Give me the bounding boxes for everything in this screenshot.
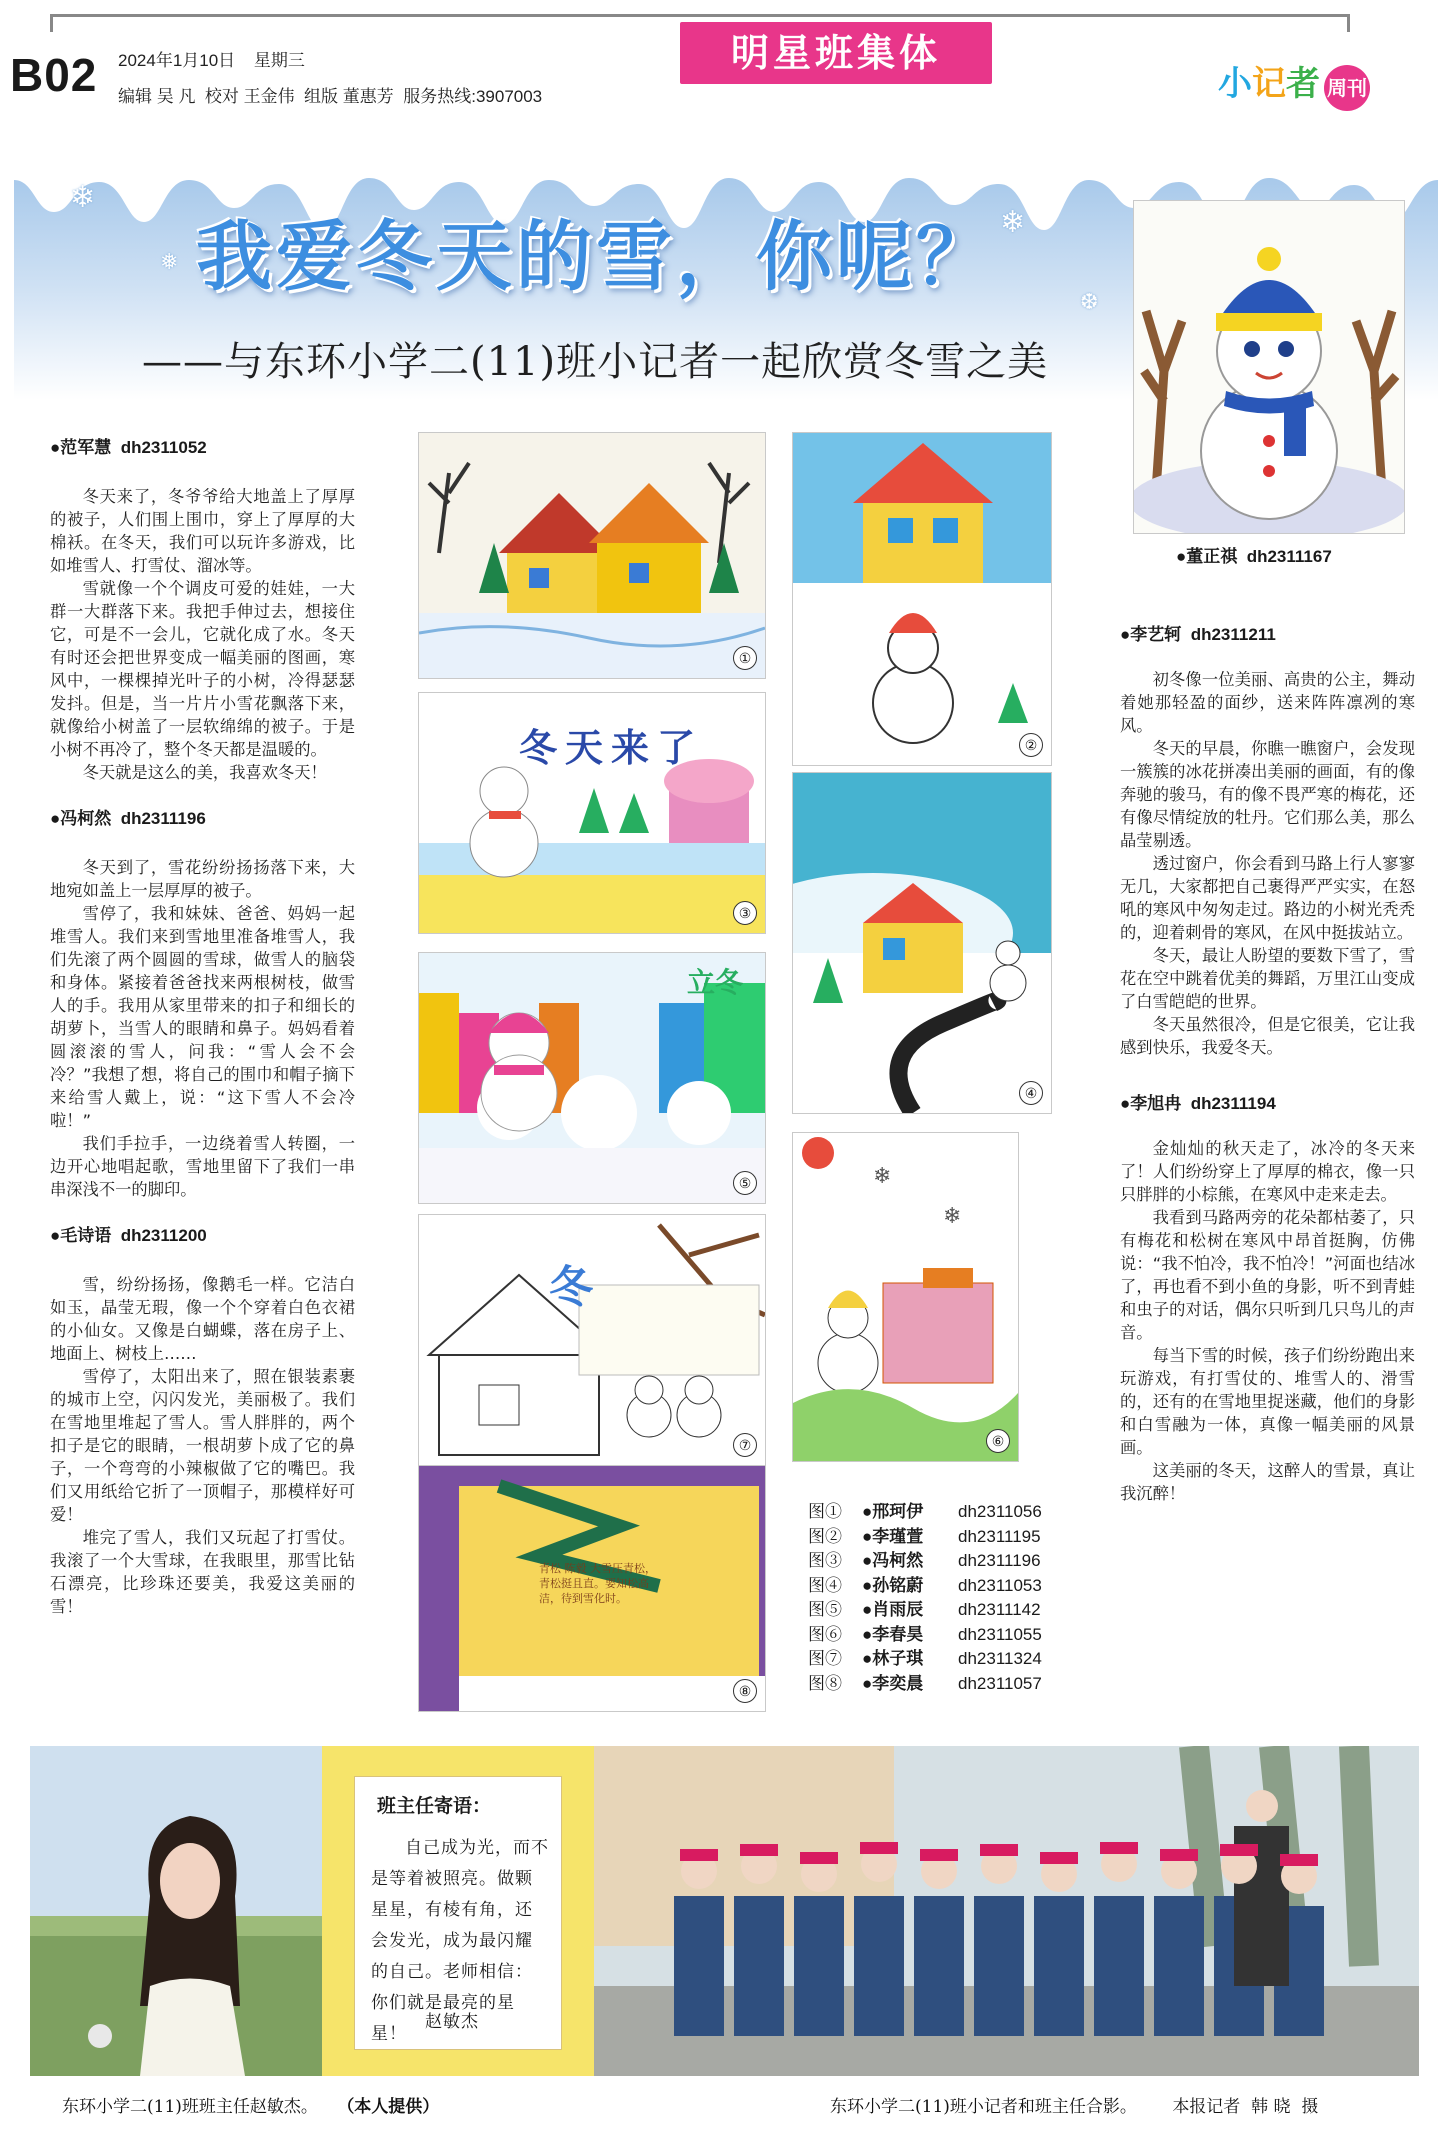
header-rule-left-tick — [50, 14, 53, 32]
class-group-illustration — [594, 1746, 1419, 2076]
article-author-mao: ●毛诗语 dh2311200 — [50, 1226, 207, 1245]
credit-name: ●李奕晨 — [862, 1673, 924, 1693]
article-paragraph: 冬天，最让人盼望的要数下雪了，雪花在空中跳着优美的舞蹈，万里江山变成了白雪皑皑的世界。 — [1120, 946, 1415, 1011]
class-group-photo — [594, 1746, 1419, 2076]
right-column — [1120, 620, 1415, 1505]
credit-row — [808, 1623, 1078, 1648]
issue-date — [118, 46, 305, 71]
caption-right-text: 东环小学二(11)班小记者和班主任合影。 — [830, 2097, 1137, 2117]
caption-right — [830, 2092, 1318, 2117]
brand-logo — [1218, 56, 1370, 111]
brand-char-2: 记 — [1252, 64, 1286, 104]
credit-name: ●李春昊 — [862, 1624, 924, 1644]
credit-row — [808, 1672, 1078, 1697]
teacher-note-signature: 赵敏杰 — [425, 2012, 479, 2032]
brand-char-3: 者 — [1286, 64, 1320, 104]
caption-left-source: （本人提供） — [337, 2097, 440, 2116]
winter-village-illustration — [419, 433, 765, 678]
teacher-photo — [30, 1746, 322, 2076]
credit-id: dh2311142 — [958, 1600, 1041, 1619]
credit-row — [808, 1525, 1078, 1550]
article-author-li-xuran: ●李旭冉 dh2311194 — [1120, 1094, 1276, 1113]
header-rule — [50, 14, 1350, 17]
article-paragraph: 金灿灿的秋天走了，冰冷的冬天来了！人们纷纷穿上了厚厚的棉衣，像一只只胖胖的小棕熊，在寒风中走来走去。 — [1120, 1139, 1415, 1204]
figure-label: ⑧ — [733, 1679, 757, 1703]
article-author-feng: ●冯柯然 dh2311196 — [50, 809, 206, 828]
date: 2024年1月10日 — [118, 51, 236, 70]
credit-row — [808, 1549, 1078, 1574]
credit-id: dh2311195 — [958, 1526, 1041, 1546]
credit-name: ●肖雨辰 — [862, 1600, 924, 1619]
artwork-5-text: 立冬 — [687, 966, 744, 999]
credit-name: ●孙铭蔚 — [862, 1575, 924, 1595]
article-paragraph: 雪停了，太阳出来了，照在银装素裹的城市上空，闪闪发光，美丽极了。我们在雪地里堆起了雪人。雪人胖胖的，两个扣子是它的眼睛，一根胡萝卜成了它的鼻子，一个弯弯的小辣椒做了它的嘴巴。我们又用纸给它折了一顶帽子，那模样好可爱！ — [50, 1367, 355, 1524]
credit-id: dh2311196 — [958, 1551, 1041, 1570]
left-column — [50, 433, 355, 1618]
artwork-3 — [418, 692, 766, 934]
caption-left — [62, 2092, 439, 2117]
snowflake-icon: ❄ — [1000, 205, 1026, 240]
credit-id: dh2311056 — [958, 1502, 1042, 1521]
figure-label: ⑤ — [733, 1171, 757, 1195]
article-paragraph: 冬天就是这么的美，我喜欢冬天！ — [82, 763, 327, 782]
snowflake-icon: ❆ — [1080, 290, 1099, 315]
figure-label: ④ — [1019, 1081, 1043, 1105]
top-right-art-credit: ●董正祺 dh2311167 — [1176, 547, 1332, 566]
artwork-8 — [418, 1465, 766, 1712]
artwork-2 — [792, 432, 1052, 766]
credit-id: dh2311053 — [958, 1575, 1042, 1595]
brand-char-1: 小 — [1218, 64, 1252, 104]
teacher-note-box — [354, 1776, 562, 2050]
section-banner: 明星班集体 — [680, 22, 992, 84]
credit-fig: 图⑧ — [808, 1673, 842, 1693]
figure-label: ② — [1019, 733, 1043, 757]
credit-fig: 图⑤ — [808, 1600, 842, 1619]
headline-title: 我爱冬天的雪，你呢？ — [196, 212, 996, 301]
credit-fig: 图⑦ — [808, 1649, 842, 1668]
figure-label: ③ — [733, 901, 757, 925]
article-paragraph: 雪，纷纷扬扬，像鹅毛一样。它洁白如玉，晶莹无瑕，像一个个穿着白色衣裙的小仙女。又像是白蝴蝶，落在房子上、地面上、树枝上…… — [50, 1275, 355, 1363]
article-paragraph: 堆完了雪人，我们又玩起了打雪仗。我滚了一个大雪球，在我眼里，那雪比钻石漂亮，比珍珠还要美，我爱这美丽的雪！ — [50, 1528, 355, 1616]
article-author-li-yike: ●李艺轲 dh2311211 — [1120, 625, 1276, 644]
credit-name: ●冯柯然 — [862, 1551, 924, 1570]
snowman-illustration — [1134, 201, 1404, 533]
credit-name: ●林子琪 — [862, 1649, 924, 1668]
credit-row — [808, 1500, 1078, 1525]
caption-right-source: 本报记者 韩 晓 摄 — [1172, 2097, 1319, 2117]
article-paragraph: 我们手拉手，一边绕着雪人转圈，一边开心地唱起歌，雪地里留下了我们一串串深浅不一的脚印。 — [50, 1134, 355, 1199]
article-paragraph: 每当下雪的时候，孩子们纷纷跑出来玩游戏，有打雪仗的、堆雪人的、滑雪的，还有的在雪地里捉迷藏，他们的身影和白雪融为一体，真像一幅美丽的风景画。 — [1120, 1346, 1415, 1457]
caption-left-text: 东环小学二(11)班班主任赵敏杰。 — [62, 2097, 318, 2117]
credit-id: dh2311057 — [958, 1673, 1042, 1693]
artwork-7-text: 冬 — [549, 1262, 593, 1313]
artwork-3-text: 冬天来了 — [519, 726, 704, 770]
credit-row — [808, 1574, 1078, 1599]
teacher-note-title: 班主任寄语： — [377, 1795, 492, 1817]
figure-label: ⑦ — [733, 1433, 757, 1457]
article-paragraph: 透过窗户，你会看到马路上行人寥寥无几，大家都把自己裹得严严实实，在怒吼的寒风中匆匆走过。路边的小树光秃秃的，迎着刺骨的寒风，在风中挺拔站立。 — [1120, 854, 1415, 942]
winter-road-house-illustration — [793, 773, 1051, 1113]
credit-fig: 图③ — [808, 1551, 842, 1570]
credit-fig: 图⑥ — [808, 1624, 842, 1644]
credit-row — [808, 1647, 1078, 1672]
staff-line: 编辑 吴 凡 校对 王金伟 组版 董惠芳 服务热线:3907003 — [118, 87, 543, 106]
snowman-drawing-top-right — [1133, 200, 1405, 534]
credit-name: ●邢珂伊 — [862, 1502, 924, 1521]
article-paragraph: 冬天到了，雪花纷纷扬扬落下来，大地宛如盖上一层厚厚的被子。 — [50, 858, 355, 900]
credit-fig: 图① — [808, 1502, 842, 1521]
artwork-5 — [418, 952, 766, 1204]
snowy-castle-snowman-illustration — [793, 1133, 1018, 1461]
page-number: B02 — [10, 49, 98, 101]
article-paragraph: 雪停了，我和妹妹、爸爸、妈妈一起堆雪人。我们来到雪地里准备堆雪人，我们先滚了两个圆圆的雪球，做雪人的脑袋和身体。紧接着爸爸找来两根树枝，做雪人的手。我用从家里带来的扣子和细长的胡萝卜，当雪人的眼睛和鼻子。妈妈看着圆滚滚的雪人，问我：“雪人会不会冷？”我想了想，将自己的围巾和帽子摘下来给雪人戴上，说：“这下雪人不会冷啦！” — [50, 904, 355, 1130]
artwork-1 — [418, 432, 766, 679]
artwork-4 — [792, 772, 1052, 1114]
article-paragraph: 我看到马路两旁的花朵都枯萎了，只有梅花和松树在寒风中昂首挺胸，仿佛说：“我不怕冷，我不怕冷！”河面也结冰了，再也看不到小鱼的身影，听不到青蛙和虫子的对话，偶尔只听到几只鸟儿的声音。 — [1120, 1208, 1415, 1342]
artwork-7 — [418, 1214, 766, 1466]
credit-name: ●李瑾萱 — [862, 1526, 924, 1546]
article-paragraph: 这美丽的冬天，这醉人的雪景，真让我沉醉！ — [1120, 1461, 1415, 1503]
weekday: 星期三 — [253, 51, 305, 70]
credit-fig: 图② — [808, 1526, 842, 1546]
header-rule-right-tick — [1347, 14, 1350, 32]
article-paragraph: 冬天来了，冬爷爷给大地盖上了厚厚的被子，人们围上围巾，穿上了厚厚的大棉袄。在冬天，我们可以玩许多游戏，比如堆雪人、打雪仗、溜冰等。 — [50, 487, 355, 575]
article-paragraph: 冬天的早晨，你瞧一瞧窗户，会发现一簇簇的冰花拼凑出美丽的画面，有的像奔驰的骏马，有的像不畏严寒的梅花，还有像尽情绽放的牡丹。它们那么美，那么晶莹剔透。 — [1120, 739, 1415, 850]
artwork-8-text: 青松 陈毅 大雪压青松，青松挺且直。要知松高洁，待到雪化时。 — [539, 1562, 656, 1605]
credit-fig: 图④ — [808, 1575, 842, 1595]
article-paragraph: 初冬像一位美丽、高贵的公主，舞动着她那轻盈的面纱，送来阵阵凛冽的寒风。 — [1120, 670, 1415, 735]
article-author-fan: ●范军慧 dh2311052 — [50, 438, 207, 457]
article-paragraph: 冬天虽然很冷，但是它很美，它让我感到快乐，我爱冬天。 — [1120, 1015, 1415, 1057]
figure-credits — [808, 1500, 1078, 1696]
article-paragraph: 雪就像一个个调皮可爱的娃娃，一大群一大群落下来。我把手伸过去，想接住它，可是不一会儿，它就化成了水。冬天有时还会把世界变成一幅美丽的图画，寒风中，一棵棵掉光叶子的小树，冷得瑟瑟发抖。但是，当一片片小雪花飘落下来，就像给小树盖了一层软绵绵的被子。于是小树不再冷了，整个冬天都是温暖的。 — [50, 579, 355, 759]
credit-id: dh2311324 — [958, 1649, 1042, 1668]
snowflake-icon: ❄ — [70, 180, 96, 215]
figure-label: ⑥ — [986, 1429, 1010, 1453]
brand-badge: 周刊 — [1324, 65, 1370, 111]
teacher-note-text: 自己成为光，而不是等着被照亮。做颗星星，有棱有角，还会发光，成为最闪耀的自己。老师相信：你们就是最亮的星星！ — [371, 1838, 549, 2044]
headline-subtitle: ——与东环小学二(11)班小记者一起欣赏冬雪之美 — [142, 339, 1049, 385]
yellow-house-snowman-illustration — [793, 433, 1051, 765]
svg-text:❄: ❄ — [943, 1204, 962, 1229]
figure-label: ① — [733, 646, 757, 670]
snowflake-icon: ❅ — [160, 250, 179, 275]
credit-row — [808, 1598, 1078, 1623]
artwork-6 — [792, 1132, 1019, 1462]
credit-id: dh2311055 — [958, 1624, 1042, 1644]
svg-text:❄: ❄ — [873, 1164, 892, 1189]
teacher-portrait-illustration — [30, 1746, 322, 2076]
